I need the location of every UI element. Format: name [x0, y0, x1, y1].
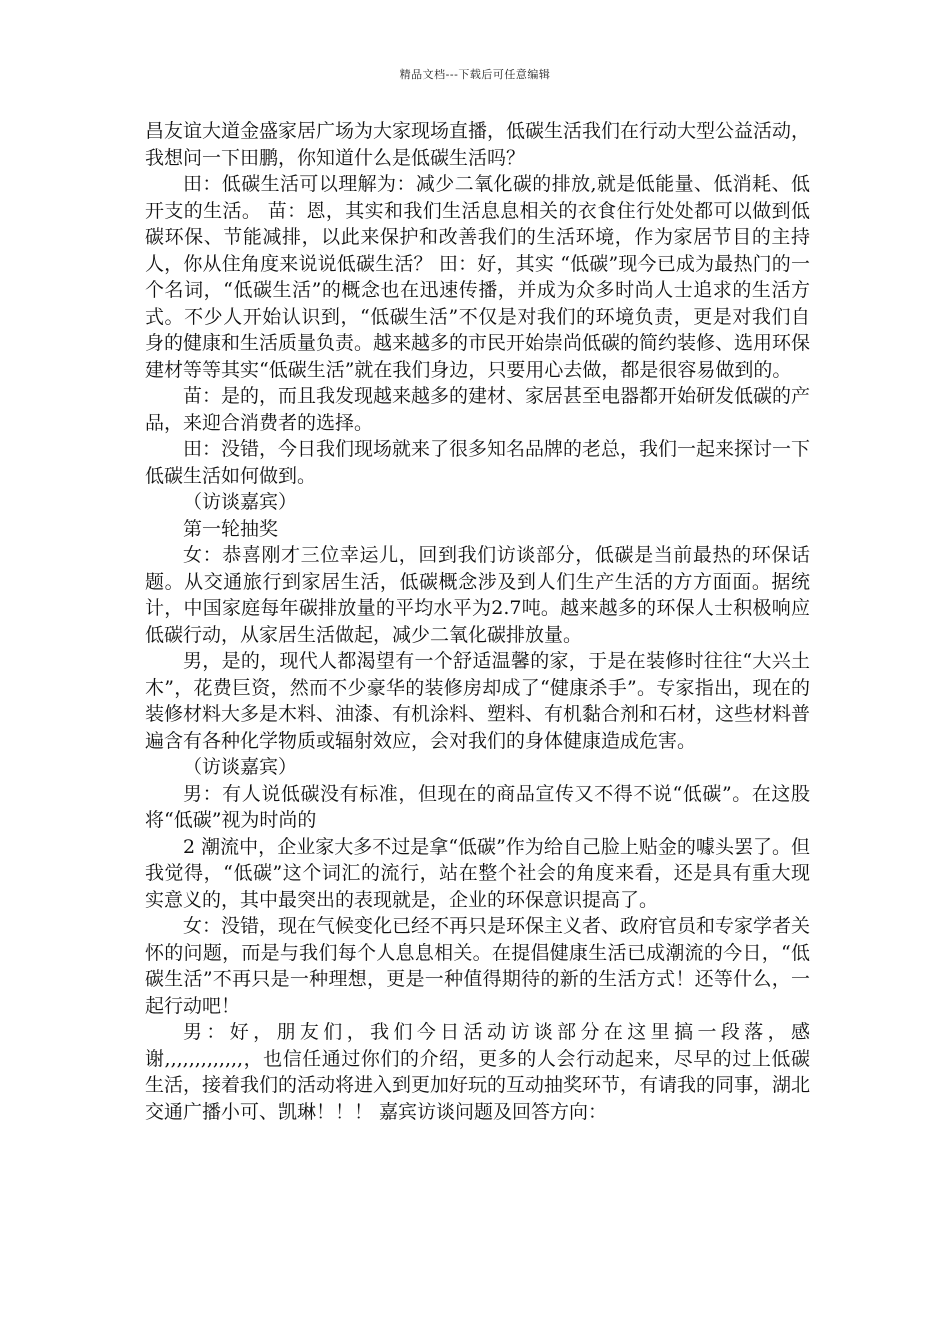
paragraph: 第一轮抽奖 [183, 517, 279, 540]
paragraph: 田：没错，今日我们现场就来了很多知名品牌的老总，我们一起来探讨一下低碳生活如何做到。 [145, 438, 811, 487]
paragraph: 田：低碳生活可以理解为：减少二氧化碳的排放,就是低能量、低消耗、低开支的生活。 苗：恩，其实和我们生活息息相关的衣食住行处处都可以做到低碳环保、节能减排，以此来保护和改善我们的生活环境，作为家居节目的主持人，你从住角度来说说低碳生活？ 田：好，其实 “低碳”现今已成为最热门的一个名词，“低碳生活”的概念也在迅速传播，并成为众多时尚人士追求的生活方式。不少人开始认识到，“低碳生活”不仅是对我们的环境负责，更是对我们自身的健康和生活质量负责。越来越多的市民开始崇尚低碳的简约装修、选用环保建材等等其实“低碳生活”就在我们身边，只要用心去做，都是很容易做到的。 [145, 173, 811, 381]
paragraph: 男：有人说低碳没有标准，但现在的商品宣传又不得不说“低碳”。在这股将“低碳”视为时尚的 [145, 782, 810, 831]
paragraph: （访谈嘉宾） [183, 491, 298, 513]
paragraph: （访谈嘉宾） [183, 756, 298, 778]
paragraph: 女：恭喜刚才三位幸运儿，回到我们访谈部分，低碳是当前最热的环保话题。从交通旅行到家居生活，低碳概念涉及到人们生产生活的方方面面。据统计，中国家庭每年碳排放量的平均水平为2.7吨。越来越多的环保人士积极响应低碳行动，从家居生活做起，减少二氧化碳排放量。 [145, 544, 810, 646]
paragraph: 昌友谊大道金盛家居广场为大家现场直播，低碳生活我们在行动大型公益活动，我想问一下田鹏，你知道什么是低碳生活吗？ [145, 120, 811, 169]
page-header: 精品文档---下载后可任意编辑 [399, 68, 551, 81]
paragraph: 苗：是的，而且我发现越来越多的建材、家居甚至电器都开始研发低碳的产品，来迎合消费者的选择。 [145, 385, 811, 434]
paragraph: 男：好，朋友们，我们今日活动访谈部分在这里搞一段落，感谢,,,,,,,,,,,,,，也信任通过你们的介绍，更多的人会行动起来，尽早的过上低碳生活，接着我们的活动将进入到更加好玩的互动抽奖环节，有请我的同事，湖北交通广播小可、凯琳！！！ 嘉宾访谈问题及回答方向： [145, 1021, 811, 1123]
paragraph: 2 潮流中，企业家大多不过是拿“低碳”作为给自己脸上贴金的噱头罢了。但我觉得，“低碳”这个词汇的流行，站在整个社会的角度来看，还是具有重大现实意义的，其中最突出的表现就是，企业的环保意识提高了。 [145, 835, 810, 911]
paragraph: 女：没错，现在气候变化已经不再只是环保主义者、政府官员和专家学者关怀的问题，而是与我们每个人息息相关。在提倡健康生活已成潮流的今日，“低碳生活”不再只是一种理想，更是一种值得期待的新的生活方式！还等什么，一起行动吧！ [145, 915, 811, 1017]
document-body [145, 118, 810, 1125]
paragraph: 男，是的，现代人都渴望有一个舒适温馨的家，于是在装修时往往“大兴土木”，花费巨资，然而不少豪华的装修房却成了“健康杀手”。专家指出，现在的装修材料大多是木料、油漆、有机涂料、塑料、有机黏合剂和石材，这些材料普遍含有各种化学物质或辐射效应，会对我们的身体健康造成危害。 [145, 650, 811, 752]
